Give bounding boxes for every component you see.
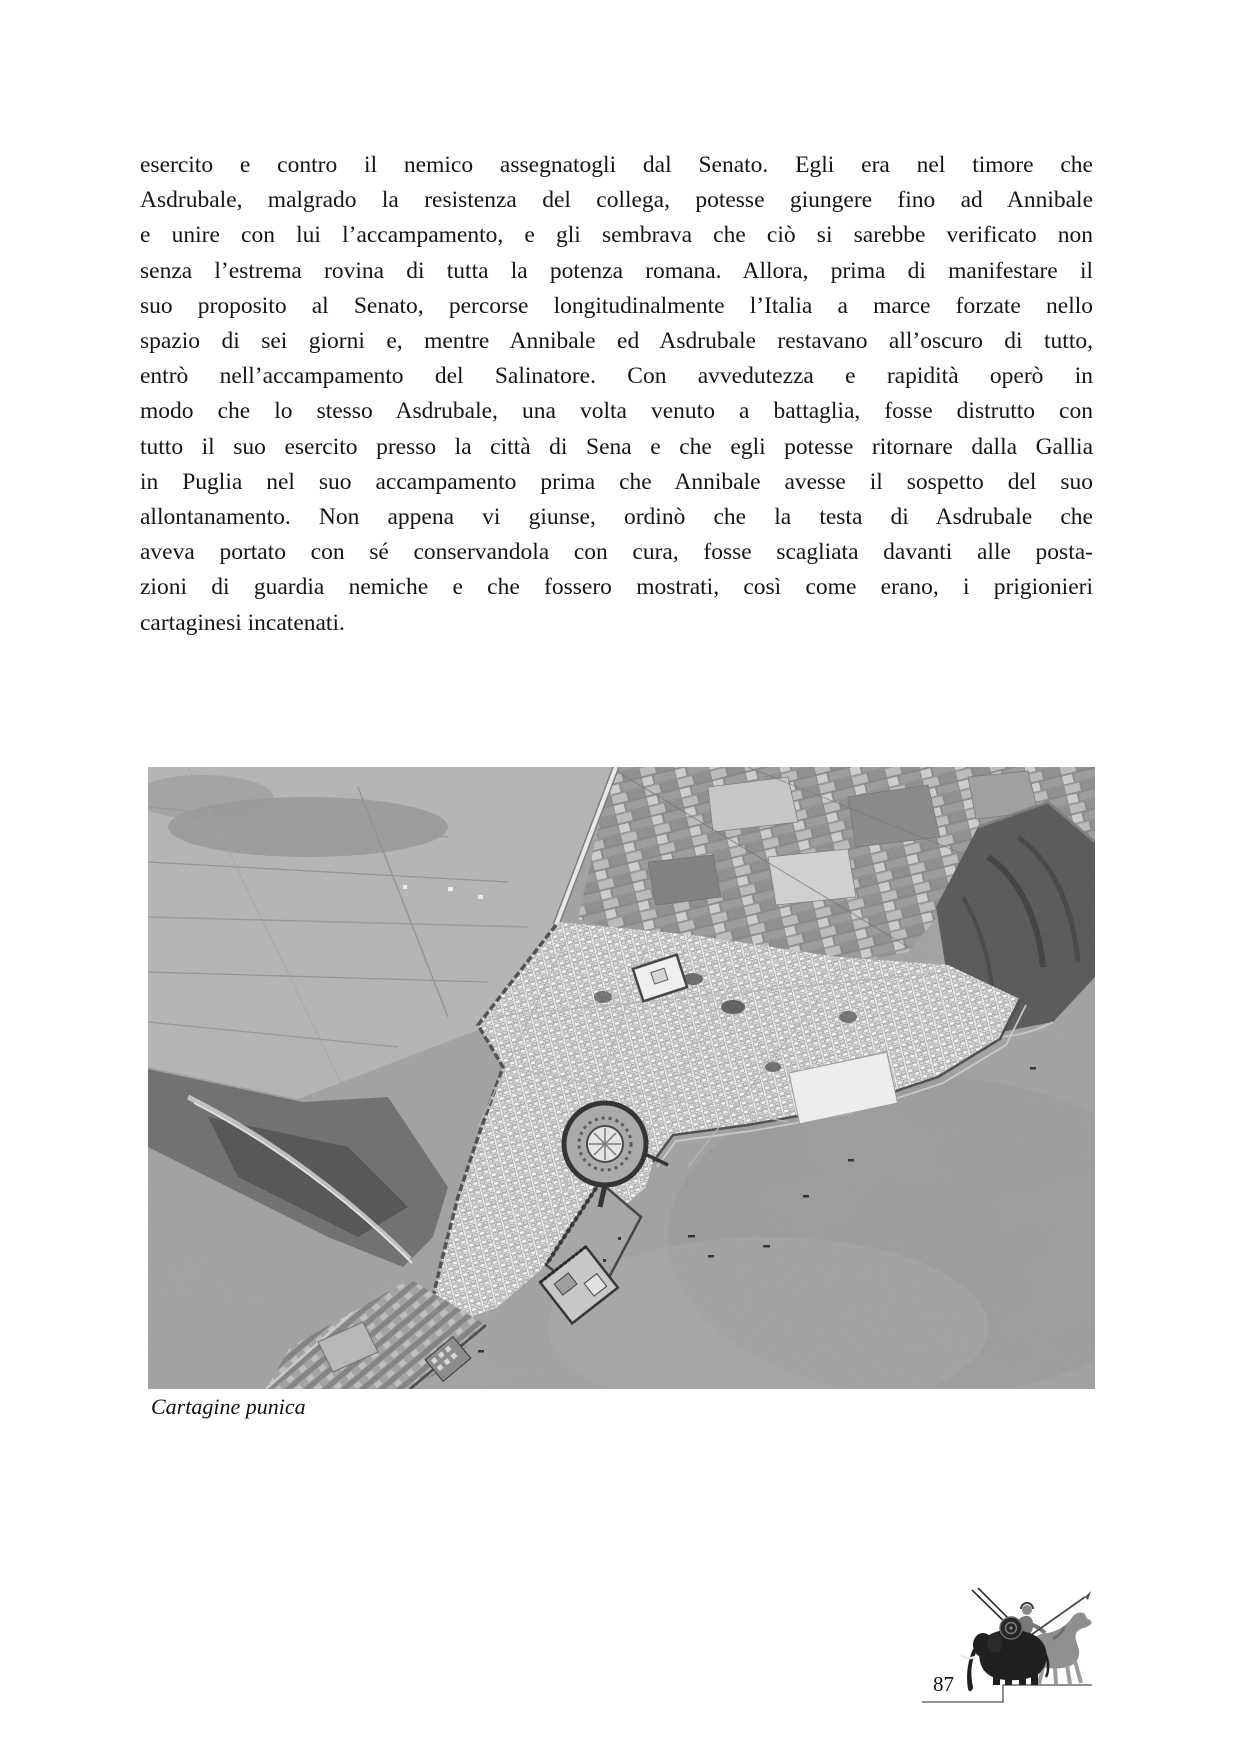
body-text-line: cartaginesi incatenati. <box>140 609 345 636</box>
carthage-aerial-figure <box>148 767 1095 1389</box>
body-text-line: Asdrubale, malgrado la resistenza del collega, potesse giungere fino ad Annibale <box>140 187 1093 214</box>
figure-caption: Cartagine punica <box>151 1394 306 1419</box>
body-text-line: zioni di guardia nemiche e che fossero mostrati, così come erano, i prigionieri <box>140 574 1093 601</box>
body-text-line: spazio di sei giorni e, mentre Annibale ed Asdrubale restavano all’oscuro di tutto, <box>140 328 1093 355</box>
body-paragraph <box>140 148 1093 641</box>
body-text-line: allontanamento. Non appena vi giunse, ordinò che la testa di Asdrubale che <box>140 504 1093 531</box>
page-number: 87 <box>933 1672 954 1696</box>
body-text-line: modo che lo stesso Asdrubale, una volta venuto a battaglia, fosse distrutto con <box>140 398 1093 425</box>
body-text-line: in Puglia nel suo accampamento prima che Annibale avesse il sospetto del suo <box>140 468 1093 495</box>
body-text-line: senza l’estrema rovina di tutta la potenza romana. Allora, prima di manifestare il <box>140 257 1093 284</box>
body-text-line: tutto il suo esercito presso la città di Sena e che egli potesse ritornare dalla Gallia <box>140 433 1093 460</box>
body-text-line: e unire con lui l’accampamento, e gli sembrava che ciò si sarebbe verificato non <box>140 222 1093 249</box>
carthage-aerial-image <box>148 767 1095 1389</box>
body-text-line: aveva portato con sé conservandola con cura, fosse scagliata davanti alle posta- <box>140 539 1093 566</box>
body-text-line: esercito e contro il nemico assegnatogli dal Senato. Egli era nel timore che <box>140 152 1093 178</box>
body-text-line: suo proposito al Senato, percorse longitudinalmente l’Italia a marce forzate nello <box>140 292 1093 319</box>
body-text-line: entrò nell’accampamento del Salinatore. Con avvedutezza e rapidità operò in <box>140 363 1093 390</box>
